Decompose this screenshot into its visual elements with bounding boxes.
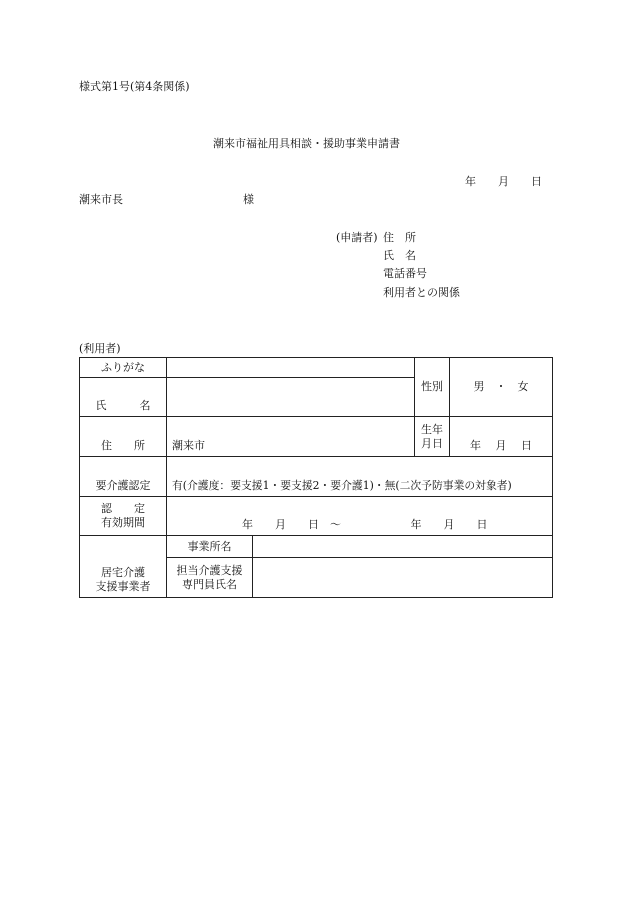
user-section-label: (利用者) bbox=[79, 342, 121, 355]
care-provider-label-line-1: 居宅介護 bbox=[101, 566, 145, 579]
certification-period-label bbox=[80, 497, 167, 536]
applicant-address-label: 住 所 bbox=[383, 231, 416, 244]
address-field[interactable]: 潮来市 bbox=[167, 417, 415, 457]
certification-period-start: 年 月 日 ～ bbox=[242, 518, 341, 531]
document-title: 潮来市福祉用具相談・援助事業申請書 bbox=[213, 137, 400, 150]
care-manager-label-line-1: 担当介護支援 bbox=[176, 563, 243, 577]
birth-date-field[interactable]: 年 月 日 bbox=[450, 417, 553, 457]
office-name-field[interactable] bbox=[253, 536, 553, 558]
care-certification-field[interactable]: 有(介護度：要支援1・要支援2・要介護1)・無(二次予防事業の対象者) bbox=[167, 457, 553, 497]
applicant-phone-label: 電話番号 bbox=[383, 267, 427, 280]
birth-date-label bbox=[415, 417, 450, 457]
furigana-field[interactable] bbox=[167, 358, 415, 378]
applicant-name-label: 氏 名 bbox=[383, 249, 416, 262]
furigana-label: ふりがな bbox=[80, 358, 167, 378]
care-manager-label-line-2: 専門員氏名 bbox=[182, 577, 237, 591]
form-number: 様式第1号(第4条関係) bbox=[79, 80, 190, 93]
birth-date-label-line-2: 月日 bbox=[421, 436, 443, 450]
care-certification-label: 要介護認定 bbox=[80, 457, 167, 497]
certification-period-label-line-1: 認 定 bbox=[101, 502, 145, 515]
office-name-label: 事業所名 bbox=[167, 536, 253, 558]
certification-period-end: 年 月 日 bbox=[410, 518, 488, 531]
certification-period-field[interactable] bbox=[167, 497, 553, 536]
care-provider-label bbox=[80, 536, 167, 598]
care-manager-field[interactable] bbox=[253, 558, 553, 598]
certification-period-label-line-2: 有効期間 bbox=[101, 516, 145, 529]
address-label: 住 所 bbox=[80, 417, 167, 457]
applicant-label: (申請者) bbox=[336, 231, 378, 244]
date-line: 年 月 日 bbox=[465, 175, 542, 188]
name-label: 氏 名 bbox=[80, 378, 167, 417]
honorific: 様 bbox=[243, 193, 254, 206]
gender-options[interactable]: 男 ・ 女 bbox=[450, 358, 553, 417]
birth-date-label-line-1: 生年 bbox=[421, 422, 443, 436]
addressee: 潮来市長 bbox=[79, 193, 123, 206]
care-provider-label-line-2: 支援事業者 bbox=[95, 580, 151, 593]
care-manager-label bbox=[167, 558, 253, 598]
applicant-relation-label: 利用者との関係 bbox=[383, 286, 460, 299]
user-info-table bbox=[79, 357, 553, 598]
name-field[interactable] bbox=[167, 378, 415, 417]
gender-label: 性別 bbox=[415, 358, 450, 417]
